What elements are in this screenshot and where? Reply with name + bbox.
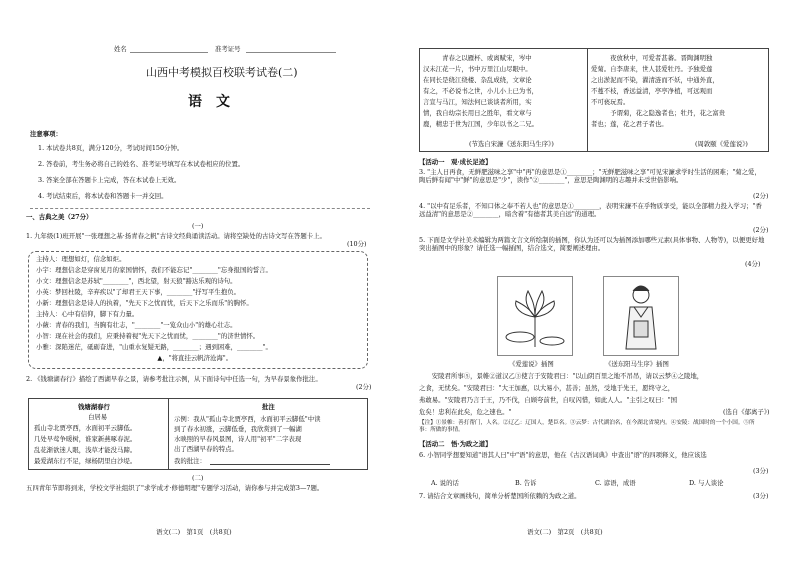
my-note-label: 我的批注： [174,457,206,465]
page-2 [397,0,794,562]
text-a-line-3: 在同长是绕江绕楼、杂乱成绕，文章论 [423,76,532,84]
option-d[interactable]: D. 与人谈论 [689,479,724,487]
recitation-line-9: 小雅：深陷迷茫，砥砺奋进，"山重水复疑无路，________；遇到困难，________"。 [36,343,272,351]
recitation-line-4: 小英：梦回杜陵，辛弃疾以"了却君王天下事，________"抒写平生抱负。 [36,288,240,296]
notice-3: 3. 答案全部在答题卡上完成，答在本试卷上无效。 [38,176,181,184]
table-divider [168,398,169,470]
illustration-1-caption: 《爱莲说》插图 [509,360,554,368]
text-a-line-5: 言宣与马江，知法何已谈谈者所用，实 [423,98,532,106]
text-b-line-5: 不可亵玩焉。 [591,98,630,106]
text-b-source: (周敦颐《爱莲说》) [695,140,748,148]
section-1-title: 一、古典之美（27分） [26,213,93,221]
lotus-illustration [497,276,573,356]
divider [30,208,370,209]
activity-2-title: 【活动二 悟·为政之道】 [419,440,492,448]
text-a-source: (节选自宋濂《送东阳马生序》) [469,140,554,148]
recitation-line-1: 主持人：理想如灯，信念如炬。 [36,255,126,263]
lotus-icon [498,277,572,355]
question-5: 5. 下面是文学社美术编辑为两篇文言文所绘制的插图，你认为还可以为插图添加哪些元素(具体事物、人物等)，以便更好地突出插图中的形象？请任选一幅插图，结合选文，简要阐述理由。 [419,236,765,252]
activity-1-title: 【活动一 观·成长足迹】 [419,158,492,166]
poem-line-3: 乱花渐欲迷人眼，浅草才能没马蹄。 [34,446,137,454]
scholar-icon [604,277,678,355]
scholar-illustration [603,276,679,356]
question-4-score: (2分) [753,226,769,234]
question-6-score: (3分) [753,467,769,475]
recitation-line-3: 小文：理想信念是苏轼"________"，西北望，射天狼"豁达乐观的诗句。 [36,277,237,285]
subject-title: 语 文 [188,94,230,110]
poem-title: 钱塘湖春行 [78,403,110,411]
recitation-line-8: 小智：现在社会的我们，应秉持着视"先天下之忧而忧，________"的济世情怀。 [36,332,260,340]
option-a[interactable]: A. 说的话 [431,479,459,487]
footer-page-1: 语文(二) 第1页 (共8页) [156,528,232,536]
notice-4: 4. 考试结束后，将本试卷和答题卡一并交回。 [38,192,168,200]
text-a-line-6: 情，我自幼宗长用日之胜年，看文章与 [423,109,532,117]
story-line-3: 弗敢易。"安陵君乃言于王，乃不伐，自顾夸前世，自叹闪惜，如此人人。"主引之叹曰："国 [419,396,678,404]
text-b-line-1: 夜放秋中，可爱者甚蕃。晋陶渊明独 [591,54,713,62]
my-note-line[interactable] [210,464,330,465]
notice-2: 2. 答卷前，考生务必将自己的姓名、准考证号填写在本试卷相应的位置。 [38,160,245,168]
question-4: 4. "以中有足乐者，不知口体之奉不若人也"的意思是①________，表明宋濂不在乎物质享受，能以全部精力投入学习；"香远益清"的意思是②________，暗含着"有德者其美自远"的道理。 [419,202,762,218]
story-source: (选自《郁离子》) [723,408,770,416]
note-title: 批注 [262,403,275,411]
notice-1: 1. 本试卷共8页，满分120分，考试时间150分钟。 [38,144,184,152]
story-line-4: 危矣！忠利在此矣，危之速也。" [419,408,512,416]
story-line-2: 之食，无忧矣。"安陵君曰："大王加惠，以大易小，甚善；虽然，受地于先王，愿终守之， [419,384,675,392]
poem-author: 白居易 [88,413,108,421]
question-3-score: (2分) [753,192,769,200]
recitation-line-6: 主持人：心中有信仰，脚下有力量。 [36,310,139,318]
id-label: 准考证号 [215,45,241,53]
note-line-2: 到了春水初涨，云脚低垂，我欣赏到了一幅湖 [174,425,302,433]
reading-box-divider [587,48,588,152]
illustration-2-caption: 《送东阳马生序》插图 [605,360,669,368]
name-label: 姓名 [114,45,127,53]
question-2: 2. 《钱塘湖春行》描绘了西湖早春之景，请参考批注示例，从下面诗句中任选一句，为早春景象作批注。 [26,375,322,383]
text-a-line-2: 汉未江花一片，书中万里江山尽眼中。 [423,65,532,73]
recitation-line-5: 小新：理想信念是诗人的执着，"先天下之忧而忧，后天下之乐而乐"的胸怀。 [36,299,253,307]
text-b-line-2: 爱菊。自李唐来，世人甚爱牡丹。予独爱莲 [591,65,713,73]
question-3: 3. "主人日再食，无鲜肥滋味之享"中"再"的意思是①________；"无鲜肥滋味之享"可见宋濂求学时生活的困难；"菊之爱，陶后鲜有闻"中"鲜"的意思是"少"，读作"②________"，意思是陶渊明的志趣并未受世俗影响。 [419,168,761,184]
activity-intro: 五四青年节即将到来，学校文学社组织了"求学成才·修德明理"专题学习活动，请你参与并完成第3—7题。 [26,484,324,492]
text-a-line-1: 青春之以雁杯、或离赋宋，岑中 [423,54,532,62]
question-1: 1. 九年级(1)班开展"一张理想之基·扬青春之帆"古诗文经典诵读活动。请将空缺处的古诗文写在答题卡上。 [26,232,326,240]
poem-line-2: 几处早莺争暖树，谁家新燕啄春泥。 [34,435,137,443]
story-line-1: 安陵君所事⑤，景帷②道汉乙③使言于安陵君曰："以山阴百里之地不吊吊，请以云梦④之陵地， [419,372,704,380]
option-b[interactable]: B. 告诉 [515,479,537,487]
question-5-score: (4分) [745,260,761,268]
name-line [130,52,208,53]
part-2-label: (二) [192,474,204,482]
text-b-line-7: 者也；莲，花之君子者也。 [591,120,668,128]
note-line-3: 水映照的早春风景图，诗人用"初平"二字表现 [174,435,302,443]
note-line-4: 出了西湖早春的特点。 [174,445,238,453]
text-b-line-3: 之出淤泥而不染，濯清涟而不妖，中通外直， [591,76,719,84]
text-a-line-4: 有之，不必说书之世，小儿小上已为书， [423,87,539,95]
footer-page-2: 语文(二) 第2页 (共8页) [527,528,603,536]
id-line [246,52,336,53]
notice-title: 注意事项： [30,130,62,138]
exam-title: 山西中考模拟百校联考试卷(二) [146,66,298,79]
recitation-line-7: 小薇：青春的我们，当胸有壮志，"________"一览众山小"的雄心壮志。 [36,321,237,329]
question-6: 6. 小智同学想要知道"语其人曰"中"语"的意思，他在《古汉语词典》中查出"语"的四项释义，他应该选 [419,451,707,459]
question-7: 7. 请结合文章画线句，简单分析楚国所依赖的为政之道。 [419,492,581,500]
question-7-score: (3分) [753,492,769,500]
poem-line-1: 孤山寺北贾亭西，水面初平云脚低。 [34,424,137,432]
text-b-line-4: 不蔓不枝，香远益清，亭亭净植，可远观而 [591,87,713,95]
poem-line-4: 最爱湖东行不足，绿杨阴里白沙堤。 [34,457,137,465]
text-b-line-6: 予谓菊，花之隐逸者也；牡丹，花之富贵 [591,109,726,117]
text-a-line-7: 鹿，精忠于世为江国，少年以书之二兄。 [423,120,539,128]
question-2-score: (2分) [356,383,372,391]
option-c[interactable]: C. 谚语，成语 [595,479,636,487]
recitation-line-2: 小宇：理想信念是穿窗见月的家国情怀，我们不能忘记"________"忘身报国的誓言。 [36,266,272,274]
recitation-line-10: ▲，"将直挂云帆济沧海"。 [36,354,233,362]
note-line-1: 示例：我从"孤山寺北贾亭西，水面初平云脚低"中读 [174,415,321,423]
part-1-label: (一) [192,222,204,230]
question-1-score: (10分) [347,240,367,248]
story-notes: 【注】①景帷：善打帮门，人名。②辽乙：辽国人，楚臣名。③云梦：古代湖泊名，在今湖北省境内。④安陵：战国时的一个小国。⑤所事：所做的事情。 [419,420,755,433]
